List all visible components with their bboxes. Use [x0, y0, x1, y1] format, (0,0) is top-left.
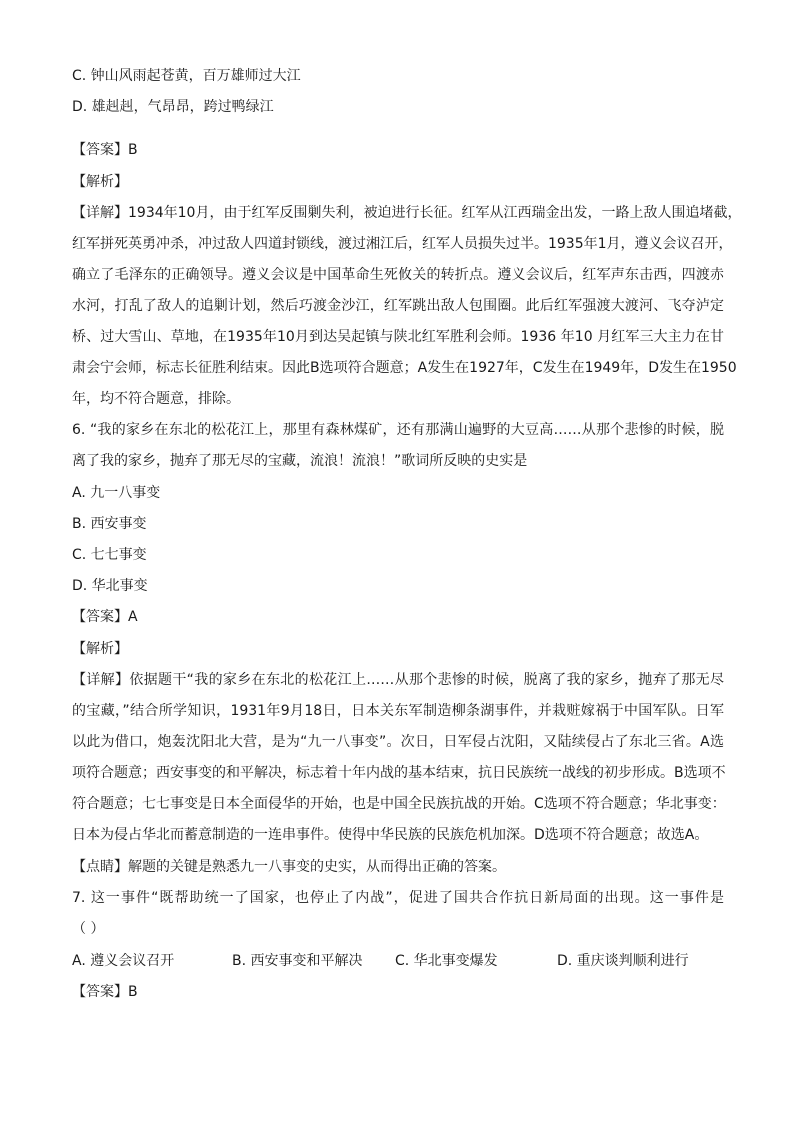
q7-option-c: C. 华北事变爆发	[395, 953, 498, 969]
q5-detail-line: 确立了毛泽东的正确领导。遵义会议是中国革命生死攸关的转折点。遵义会议后，红军声东击西，四渡赤	[72, 267, 724, 283]
q7-stem-blank: （ ）	[72, 921, 105, 937]
q6-analysis-heading: 【解析】	[72, 641, 128, 657]
q6-point: 【点睛】解题的关键是熟悉九一八事变的史实，从而得出正确的答案。	[72, 859, 506, 875]
q6-option-c: C. 七七事变	[72, 547, 147, 563]
q6-option-a: A. 九一八事变	[72, 485, 161, 501]
q5-detail-line: 肃会宁会师，标志长征胜利结束。因此B选项符合题意；A发生在1927年，C发生在1949年，D发生在1950	[72, 360, 737, 376]
q5-detail-line: 年，均不符合题意，排除。	[72, 391, 240, 407]
q5-detail-line: 红军拼死英勇冲杀，冲过敌人四道封锁线，渡过湘江后，红军人员损失过半。1935年1月，遵义会议召开，	[72, 236, 733, 252]
q6-detail-line: 符合题意；七七事变是日本全面侵华的开始，也是中国全民族抗战的开始。C选项不符合题意；华北事变：	[72, 796, 726, 812]
q5-option-d: D. 雄赳赳，气昂昂，跨过鸭绿江	[72, 99, 274, 115]
q6-detail-line: 日本为侵占华北而蓄意制造的一连串事件。使得中华民族的民族危机加深。D选项不符合题意；故选A。	[72, 827, 709, 843]
q7-option-b: B. 西安事变和平解决	[232, 953, 363, 969]
q7-answer: 【答案】B	[72, 984, 138, 1000]
q5-detail-line: 【详解】1934年10月，由于红军反围剿失利，被迫进行长征。红军从江西瑞金出发，一路上敌人围追堵截，	[72, 205, 742, 221]
q6-detail-line: 项符合题意；西安事变的和平解决，标志着十年内战的基本结束，抗日民族统一战线的初步形成。B选项不	[72, 765, 726, 781]
q6-detail-line: 以此为借口，炮轰沈阳北大营，是为“九一八事变”。次日，日军侵占沈阳，又陆续侵占了东北三省。A选	[72, 734, 724, 750]
q5-detail-line: 桥、过大雪山、草地，在1935年10月到达吴起镇与陕北红军胜利会师。1936 年10 月红军三大主力在甘	[72, 329, 724, 345]
q6-detail-line: 的宝藏，”结合所学知识，1931年9月18日，日本关东军制造柳条湖事件，并栽赃嫁祸于中国军队。日军	[72, 703, 724, 719]
q5-detail-line: 水河，打乱了敌人的追剿计划，然后巧渡金沙江，红军跳出敌人包围圈。此后红军强渡大渡河、飞夺泸定	[72, 298, 724, 314]
q6-option-b: B. 西安事变	[72, 516, 147, 532]
q7-options-row	[72, 952, 752, 970]
q5-answer: 【答案】B	[72, 142, 138, 158]
q6-stem-line: 6. “我的家乡在东北的松花江上，那里有森林煤矿，还有那满山遍野的大豆高……从那个悲惨的时候，脱	[72, 422, 724, 438]
q5-analysis-heading: 【解析】	[72, 174, 128, 190]
q6-answer: 【答案】A	[72, 609, 138, 625]
q5-option-c: C. 钟山风雨起苍黄，百万雄师过大江	[72, 68, 301, 84]
q6-detail-line: 【详解】依据题干“我的家乡在东北的松花江上……从那个悲惨的时候，脱离了我的家乡，抛弃了那无尽	[72, 672, 724, 688]
q7-option-d: D. 重庆谈判顺利进行	[557, 953, 689, 969]
q6-stem-line: 离了我的家乡，抛弃了那无尽的宝藏，流浪！流浪！”歌词所反映的史实是	[72, 453, 528, 469]
q6-option-d: D. 华北事变	[72, 578, 148, 594]
q7-stem-line: 7. 这一事件“既帮助统一了国家，也停止了内战”，促进了国共合作抗日新局面的出现。这一事件是	[72, 890, 724, 906]
q7-option-a: A. 遵义会议召开	[72, 953, 175, 969]
